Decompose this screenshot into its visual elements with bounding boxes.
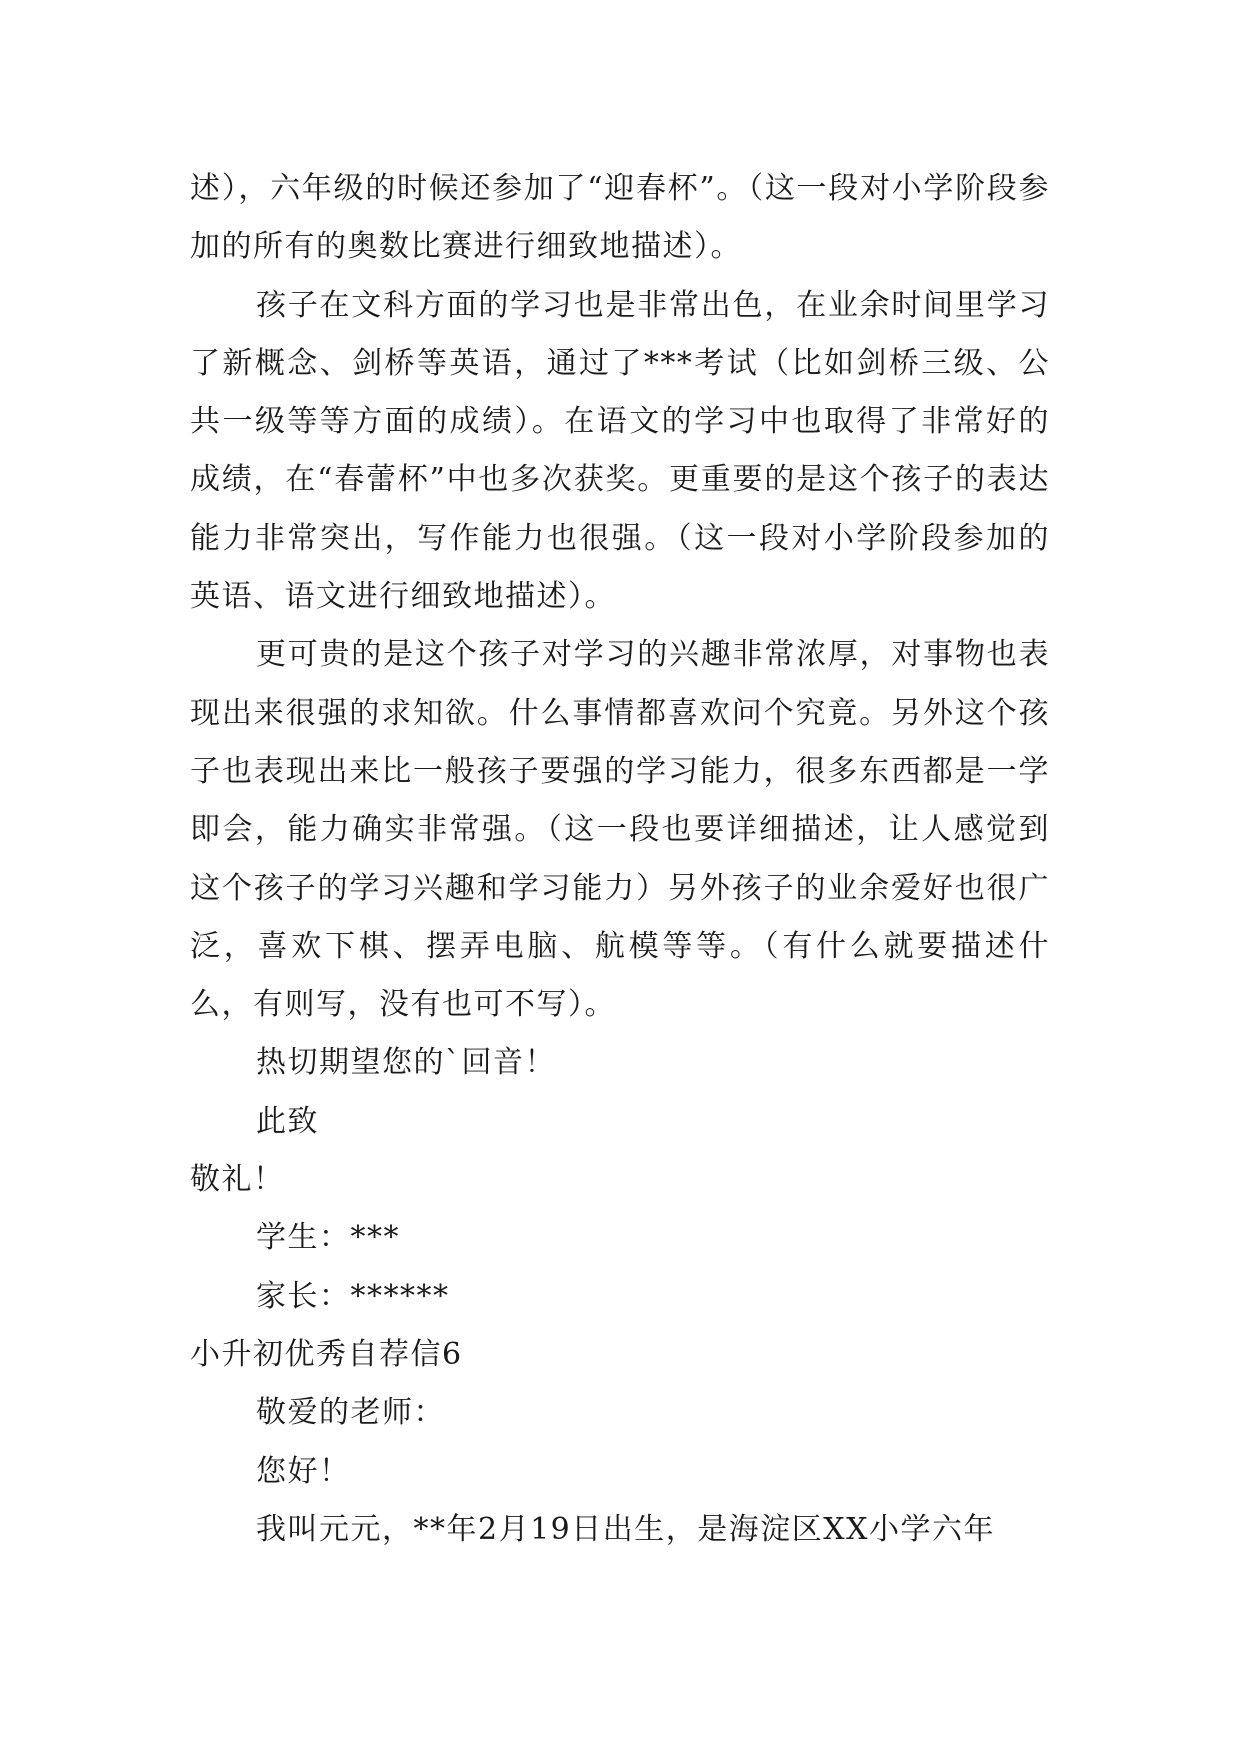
intro-start: 我叫元元，**年2月19日出生，是海淀区XX小学六年 [256, 1511, 995, 1547]
paragraph-learning-interest: 更可贵的是这个孩子对学习的兴趣非常浓厚，对事物也表现出来很强的求知欲。什么事情都喜欢问个究竟。另外这个孩子也表现出来比一般孩子要强的学习能力，很多东西都是一学即会，能力确实非常强。（这一段也要详细描述，让人感觉到这个孩子的学习兴趣和学习能力）另外孩子的业余爱好也很广泛，喜欢下棋、摆弄电脑、航模等等。（有什么就要描述什么，有则写，没有也可不写）。 [190, 637, 1050, 1023]
paragraph-olympiad-end: 述），六年级的时候还参加了“迎春杯”。（这一段对小学阶段参加的所有的奥数比赛进行细致地描述）。 [190, 171, 1050, 265]
student-signature: 学生：*** [256, 1220, 400, 1256]
section-title: 小升初优秀自荐信6 [190, 1336, 463, 1372]
greeting: 敬爱的老师： [256, 1395, 445, 1431]
parent-signature: 家长：****** [256, 1278, 450, 1314]
hello: 您好！ [256, 1453, 351, 1489]
closing-hope: 热切期望您的`回音！ [256, 1045, 556, 1081]
closing-cizhi: 此致 [256, 1103, 319, 1139]
closing-jingli: 敬礼！ [190, 1162, 285, 1198]
paragraph-liberal-arts: 孩子在文科方面的学习也是非常出色，在业余时间里学习了新概念、剑桥等英语，通过了***考试（比如剑桥三级、公共一级等等方面的成绩）。在语文的学习中也取得了非常好的成绩，在“春蕾杯”中也多次获奖。更重要的是这个孩子的表达能力非常突出，写作能力也很强。（这一段对小学阶段参加的英语、语文进行细致地描述）。 [190, 287, 1050, 615]
document-body [190, 160, 1050, 1559]
